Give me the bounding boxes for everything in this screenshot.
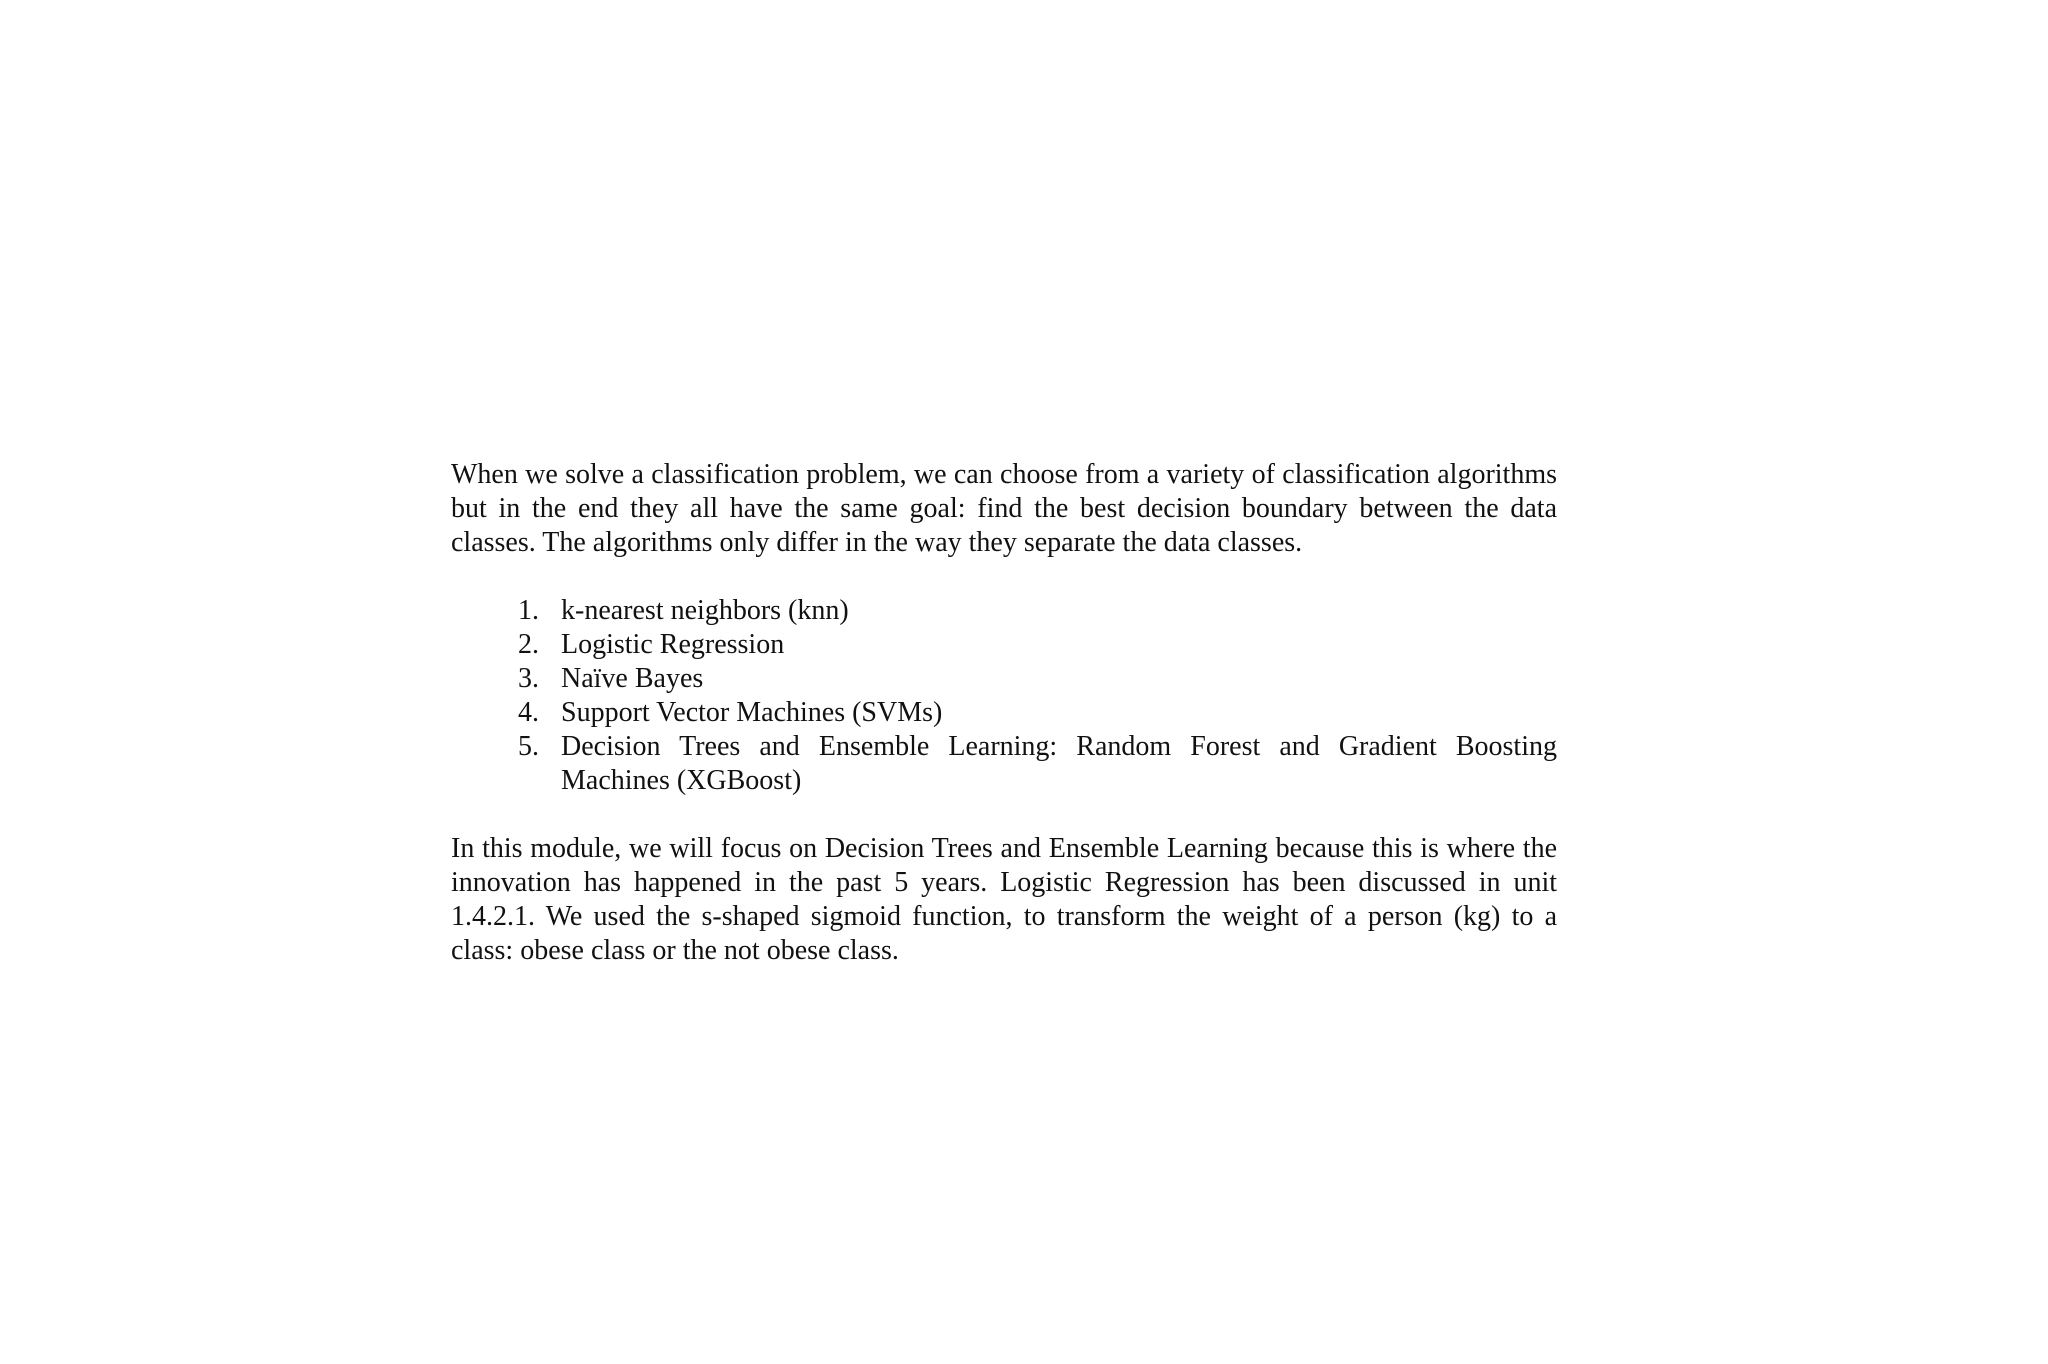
list-item-text: Decision Trees and Ensemble Learning: Random Forest and Gradient Boosting Machines (XGBoost): [561, 731, 1557, 796]
list-item: [451, 662, 1557, 696]
algorithm-list: [451, 594, 1557, 798]
document-body: [451, 458, 1557, 968]
intro-paragraph: When we solve a classification problem, we can choose from a variety of classification algorithms but in the end they all have the same goal: find the best decision boundary between the data classes. The algorithms only differ in the way they separate the data classes.: [451, 459, 1557, 558]
list-item-number: 2.: [518, 629, 539, 660]
list-item-text: Logistic Regression: [561, 629, 785, 660]
list-item-number: 4.: [518, 697, 539, 728]
list-item: [451, 628, 1557, 662]
list-item: [451, 730, 1557, 798]
list-item-number: 1.: [518, 595, 539, 626]
list-item: [451, 696, 1557, 730]
list-item-number: 3.: [518, 663, 539, 694]
list-item-text: k-nearest neighbors (knn): [561, 595, 849, 626]
list-item-text: Support Vector Machines (SVMs): [561, 697, 943, 728]
list-item-text: Naïve Bayes: [561, 663, 704, 694]
closing-paragraph: In this module, we will focus on Decision Trees and Ensemble Learning because this is where the innovation has happened in the past 5 years. Logistic Regression has been discussed in unit 1.4.2.1. We used the s-shaped sigmoid function, to transform the weight of a person (kg) to a class: obese class or the not obese class.: [451, 833, 1557, 966]
list-item: [451, 594, 1557, 628]
list-item-number: 5.: [518, 731, 539, 762]
